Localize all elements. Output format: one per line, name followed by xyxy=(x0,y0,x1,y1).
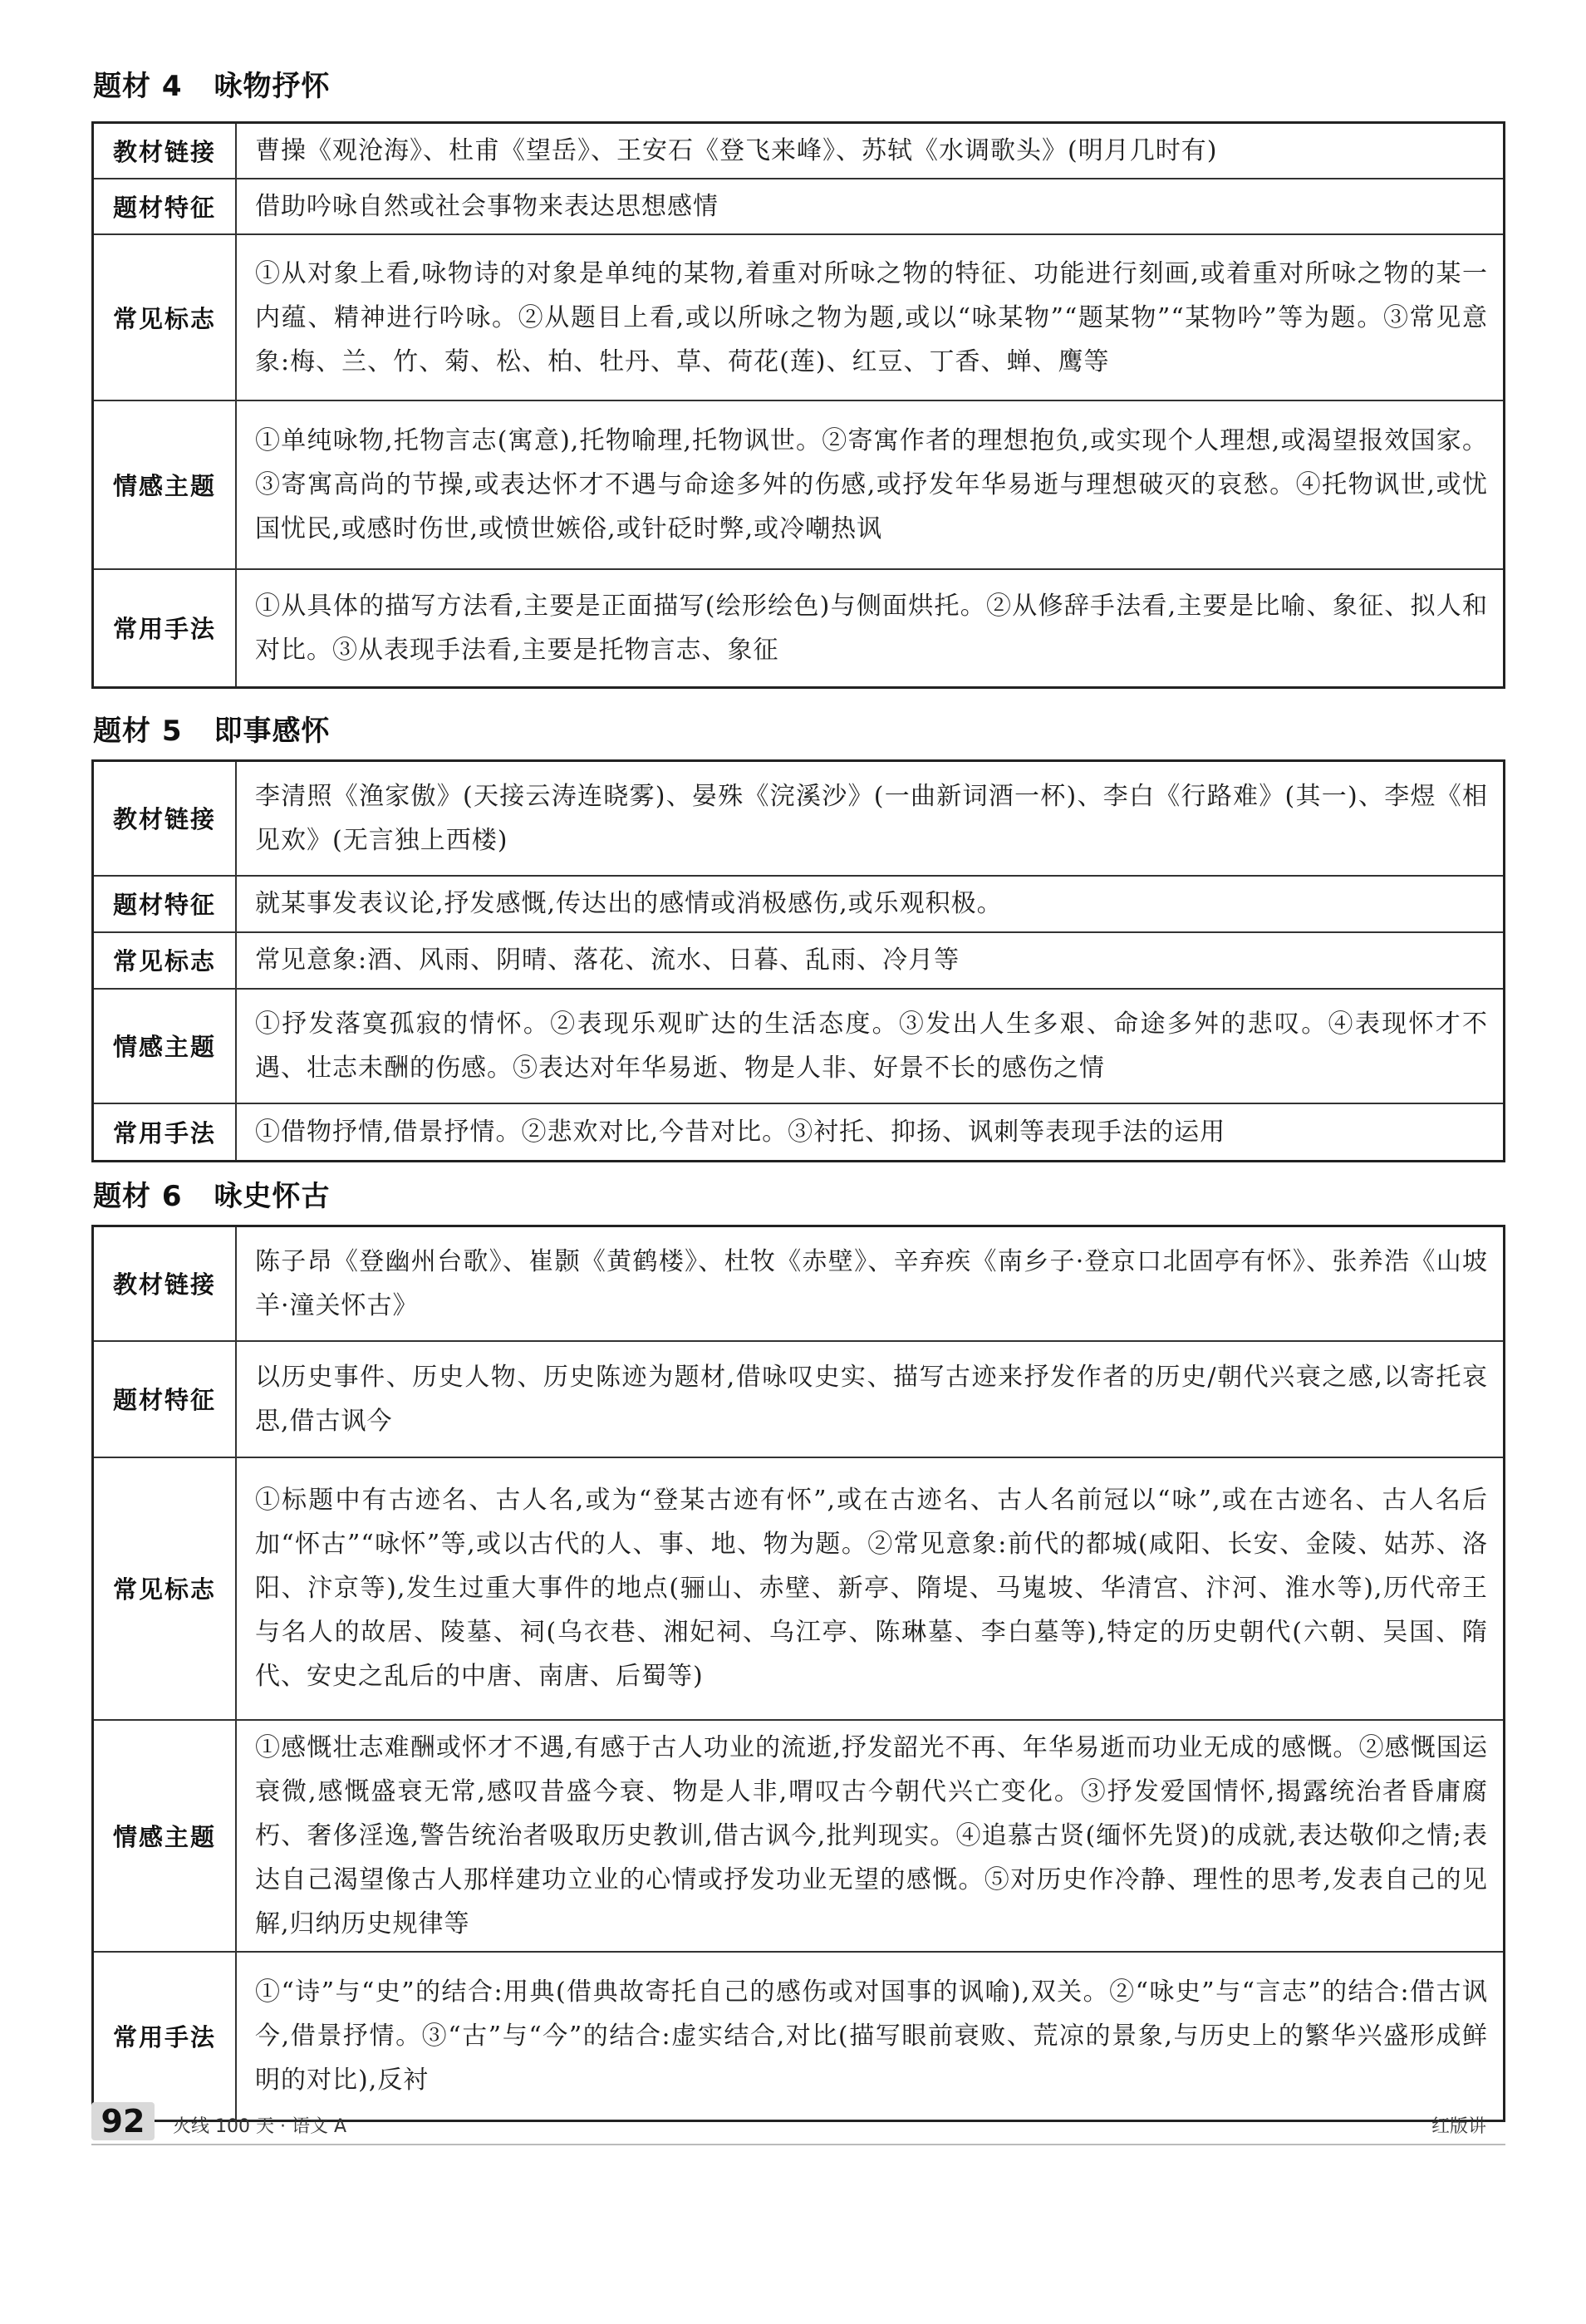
row-content: ①标题中有古迹名、古人名,或为“登某古迹有怀”,或在古迹名、古人名前冠以“咏”,或在古迹名、古人名后加“怀古”“咏怀”等,或以古代的人、事、地、物为题。②常见意象:前代的都城(咸阳、长安、金陵、姑苏、洛阳、汴京等),发生过重大事件的地点(骊山、赤壁、新亭、隋堤、马嵬坡、华清宫、汴河、淮水等),历代帝王与名人的故居、陵墓、祠(乌衣巷、湘妃祠、乌江亭、陈琳墓、李白墓等),特定的历史朝代(六朝、吴国、隋代、安史之乱后的中唐、南唐、后蜀等) xyxy=(236,1457,1505,1720)
table-row xyxy=(93,989,1505,1103)
row-content: ①感慨壮志难酬或怀才不遇,有感于古人功业的流逝,抒发韶光不再、年华易逝而功业无成的感慨。②感慨国运衰微,感慨盛衰无常,感叹昔盛今衰、物是人非,喟叹古今朝代兴亡变化。③抒发爱国情怀,揭露统治者昏庸腐朽、奢侈淫逸,警告统治者吸取历史教训,借古讽今,批判现实。④追慕古贤(缅怀先贤)的成就,表达敬仰之情;表达自己渴望像古人那样建功立业的心情或抒发功业无望的感慨。⑤对历史作冷静、理性的思考,发表自己的见解,归纳历史规律等 xyxy=(236,1720,1505,1952)
row-label: 常见标志 xyxy=(93,1457,237,1720)
table-row xyxy=(93,569,1505,687)
row-label: 情感主题 xyxy=(93,1720,237,1952)
row-label: 常用手法 xyxy=(93,1103,237,1162)
table-row xyxy=(93,876,1505,932)
footer-divider xyxy=(91,2144,1505,2145)
section-title-5 xyxy=(93,708,331,749)
row-content: 曹操《观沧海》、杜甫《望岳》、王安石《登飞来峰》、苏轼《水调歌头》(明月几时有) xyxy=(236,123,1505,179)
table-row xyxy=(93,1103,1505,1162)
row-label: 题材特征 xyxy=(93,1341,237,1457)
row-label: 教材链接 xyxy=(93,1226,237,1341)
row-label: 情感主题 xyxy=(93,400,237,569)
table-row xyxy=(93,1341,1505,1457)
row-content: 常见意象:酒、风雨、阴晴、落花、流水、日暮、乱雨、冷月等 xyxy=(236,932,1505,989)
row-content: ①抒发落寞孤寂的情怀。②表现乐观旷达的生活态度。③发出人生多艰、命途多舛的悲叹。④表现怀才不遇、壮志未酬的伤感。⑤表达对年华易逝、物是人非、好景不长的感伤之情 xyxy=(236,989,1505,1103)
row-content: ①从具体的描写方法看,主要是正面描写(绘形绘色)与侧面烘托。②从修辞手法看,主要是比喻、象征、拟人和对比。③从表现手法看,主要是托物言志、象征 xyxy=(236,569,1505,687)
row-content: ①从对象上看,咏物诗的对象是单纯的某物,着重对所咏之物的特征、功能进行刻画,或着重对所咏之物的某一内蕴、精神进行吟咏。②从题目上看,或以所咏之物为题,或以“咏某物”“题某物”“某物吟”等为题。③常见意象:梅、兰、竹、菊、松、柏、牡丹、草、荷花(莲)、红豆、丁香、蝉、鹰等 xyxy=(236,234,1505,400)
table-row xyxy=(93,1457,1505,1720)
topic-table-5 xyxy=(91,759,1505,1162)
row-label: 教材链接 xyxy=(93,761,237,876)
row-content: ①“诗”与“史”的结合:用典(借典故寄托自己的感伤或对国事的讽喻),双关。②“咏史”与“言志”的结合:借古讽今,借景抒情。③“古”与“今”的结合:虚实结合,对比(描写眼前衰败、荒凉的景象,与历史上的繁华兴盛形成鲜明的对比),反衬 xyxy=(236,1952,1505,2121)
row-content: 陈子昂《登幽州台歌》、崔颢《黄鹤楼》、杜牧《赤壁》、辛弃疾《南乡子·登京口北固亭有怀》、张养浩《山坡羊·潼关怀古》 xyxy=(236,1226,1505,1341)
table-row xyxy=(93,1720,1505,1952)
table-row xyxy=(93,932,1505,989)
section-name: 咏史怀古 xyxy=(214,1180,331,1213)
table-row xyxy=(93,1226,1505,1341)
row-content: 李清照《渔家傲》(天接云涛连晓雾)、晏殊《浣溪沙》(一曲新词酒一杯)、李白《行路难》(其一)、李煜《相见欢》(无言独上西楼) xyxy=(236,761,1505,876)
row-content: 借助吟咏自然或社会事物来表达思想感情 xyxy=(236,179,1505,234)
section-name: 即事感怀 xyxy=(214,715,331,748)
table-row xyxy=(93,1952,1505,2121)
table-row xyxy=(93,400,1505,569)
section-title-6 xyxy=(93,1173,331,1214)
topic-table-6 xyxy=(91,1225,1505,2122)
section-name: 咏物抒怀 xyxy=(214,70,331,103)
row-content: 就某事发表议论,抒发感慨,传达出的感情或消极感伤,或乐观积极。 xyxy=(236,876,1505,932)
row-label: 常见标志 xyxy=(93,932,237,989)
row-label: 情感主题 xyxy=(93,989,237,1103)
row-label: 题材特征 xyxy=(93,179,237,234)
edition-label: 红版讲 xyxy=(1431,2116,1486,2137)
book-title: 火线 100 天 · 语文 A xyxy=(173,2116,347,2137)
row-label: 教材链接 xyxy=(93,123,237,179)
page-number: 92 xyxy=(91,2102,155,2140)
table-row xyxy=(93,234,1505,400)
row-label: 常用手法 xyxy=(93,569,237,687)
row-label: 常用手法 xyxy=(93,1952,237,2121)
section-title-4 xyxy=(93,63,331,104)
topic-table-4 xyxy=(91,121,1505,689)
row-content: ①单纯咏物,托物言志(寓意),托物喻理,托物讽世。②寄寓作者的理想抱负,或实现个人理想,或渴望报效国家。③寄寓高尚的节操,或表达怀才不遇与命途多舛的伤感,或抒发年华易逝与理想破灭的哀愁。④托物讽世,或忧国忧民,或感时伤世,或愤世嫉俗,或针砭时弊,或冷嘲热讽 xyxy=(236,400,1505,569)
section-number: 题材 4 xyxy=(93,70,183,103)
row-content: 以历史事件、历史人物、历史陈迹为题材,借咏叹史实、描写古迹来抒发作者的历史/朝代兴衰之感,以寄托哀思,借古讽今 xyxy=(236,1341,1505,1457)
row-content: ①借物抒情,借景抒情。②悲欢对比,今昔对比。③衬托、抑扬、讽刺等表现手法的运用 xyxy=(236,1103,1505,1162)
section-number: 题材 6 xyxy=(93,1180,183,1213)
section-number: 题材 5 xyxy=(93,715,183,748)
table-row xyxy=(93,761,1505,876)
row-label: 常见标志 xyxy=(93,234,237,400)
table-row xyxy=(93,179,1505,234)
table-row xyxy=(93,123,1505,179)
row-label: 题材特征 xyxy=(93,876,237,932)
